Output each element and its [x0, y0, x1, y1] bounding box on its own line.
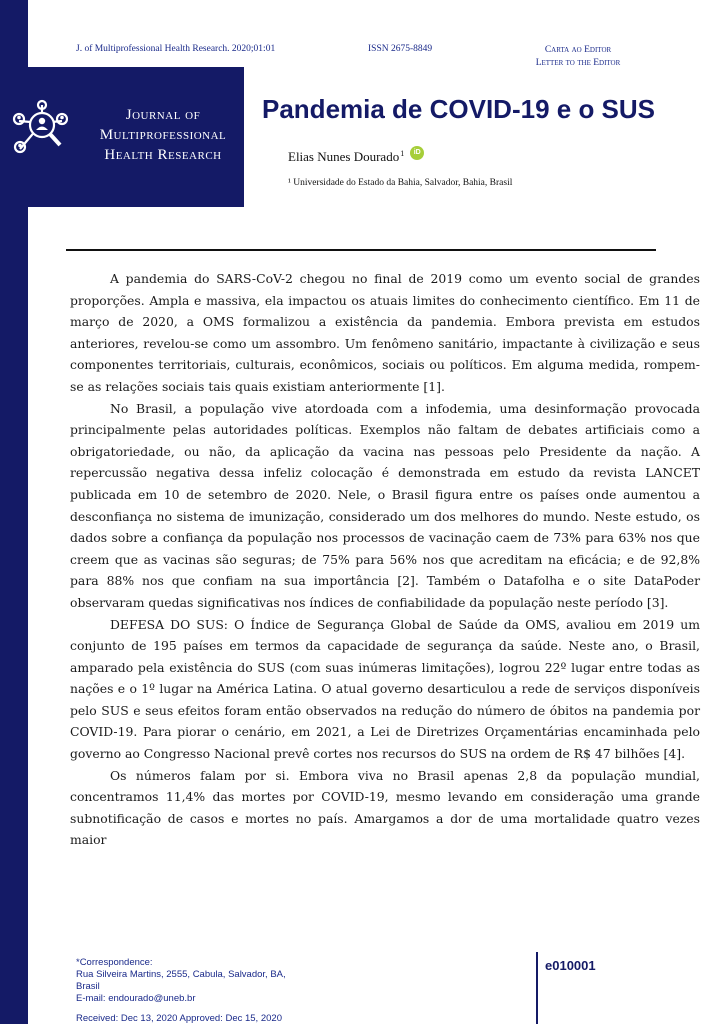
- paragraph: A pandemia do SARS-CoV-2 chegou no final de 2019 como um evento social de grandes proporções. Ampla e massiva, ela impactou os atuais limites do conhecimento científico. Em 11 de março de 2020, a OMS formalizou a existência da pandemia. Embora prevista em estudos anteriores, revelou-se como um assombro. Um fenômeno sanitário, impactante à civilização e seus componentes territoriais, culturais, econômicos, sociais ou políticos. Em alguma medida, rompem-se as relações sociais tais quais existiam anteriormente [1].: [70, 271, 700, 394]
- article-body: [70, 268, 700, 851]
- elocator-divider: [536, 952, 538, 1024]
- journal-logo: [0, 67, 244, 207]
- article-type-en: Letter to the Editor: [535, 58, 621, 68]
- journal-name-line2: Multiprofessional: [99, 127, 227, 143]
- author: [288, 149, 424, 165]
- author-name: Elias Nunes Dourado: [288, 149, 400, 164]
- paragraph: Os números falam por si. Embora viva no Brasil apenas 2,8 da população mundial, concentramos 11,4% das mortes por COVID-19, mesmo levando em consideração uma grande subnotificação de casos e mortes no país. Amargamos a dor de uma mortalidade quatro vezes maior: [70, 767, 700, 848]
- journal-name-line3: Health Research: [104, 147, 222, 163]
- orcid-icon[interactable]: iD: [410, 146, 424, 160]
- paragraph: No Brasil, a população vive atordoada com a infodemia, uma desinformação provocada principalmente pelas autoridades políticas. Exemplos não faltam de debates artificiais como a obrigatoriedade, ou não, da aplicação da vacina nas pessoas pelo Presidente da nação. A repercussão negativa dessa infeliz colocação é demonstrada em estudo da revista LANCET publicada em 10 de setembro de 2020. Nele, o Brasil figura entre os países onde aumentou a desconfiança no sistema de imunização, considerado um dos melhores do mundo. Neste estudo, os dados sobre a confiança da população nos processos de vacinação caem de 73% para 63% nos que creem que as vacinas são seguras; de 75% para 56% nos que acreditam na eficácia; e de 92,8% para 88% nos que confiam na sua importância [2]. Também o Datafolha e o site DataPoder observaram quedas significativas nos índices de confiabilidade da população neste período [3].: [70, 400, 700, 610]
- journal-reference: J. of Multiprofessional Health Research. 2020;01:01: [76, 44, 276, 54]
- article-title: Pandemia de COVID-19 e o SUS: [262, 94, 656, 124]
- people-network-magnifier-icon: [6, 99, 68, 169]
- article-type-pt: Carta ao Editor: [544, 45, 612, 55]
- paragraph: DEFESA DO SUS: O Índice de Segurança Global de Saúde da OMS, avaliou em 2019 um conjunto de 195 países em termos da capacidade de segurança da saúde. Neste ano, o Brasil, amparado pela existência do SUS (com suas inúmeras limitações), logrou 22º lugar entre todas as nações e o 1º lugar na América Latina. O atual governo desarticulou a rede de serviços disponíveis pelo SUS e seus efeitos foram então observados na redução do número de óbitos na pandemia por COVID-19. Para piorar o cenário, em 2021, a Lei de Diretrizes Orçamentárias encaminhada pelo governo ao Congresso Nacional prevê cortes nos recursos do SUS na ordem de R$ 47 bilhões [4].: [70, 616, 700, 762]
- correspondence-address: Rua Silveira Martins, 2555, Cabula, Salvador, BA,: [76, 969, 286, 980]
- affiliation: ¹ Universidade do Estado da Bahia, Salvador, Bahia, Brasil: [288, 178, 513, 188]
- correspondence-email[interactable]: E-mail: endourado@uneb.br: [76, 993, 196, 1004]
- issn: ISSN 2675-8849: [368, 44, 433, 54]
- journal-name: [84, 105, 242, 165]
- correspondence-label: *Correspondence:: [76, 957, 153, 968]
- header-divider: [66, 249, 656, 251]
- received-approved-dates: Received: Dec 13, 2020 Approved: Dec 15, 2020: [76, 1013, 282, 1024]
- article-type: [520, 44, 636, 70]
- correspondence: [76, 957, 336, 1005]
- correspondence-country: Brasil: [76, 981, 100, 992]
- article-elocator: e010001: [545, 958, 596, 973]
- journal-name-line1: Journal of: [125, 107, 201, 123]
- author-affiliation-marker: 1: [400, 148, 405, 158]
